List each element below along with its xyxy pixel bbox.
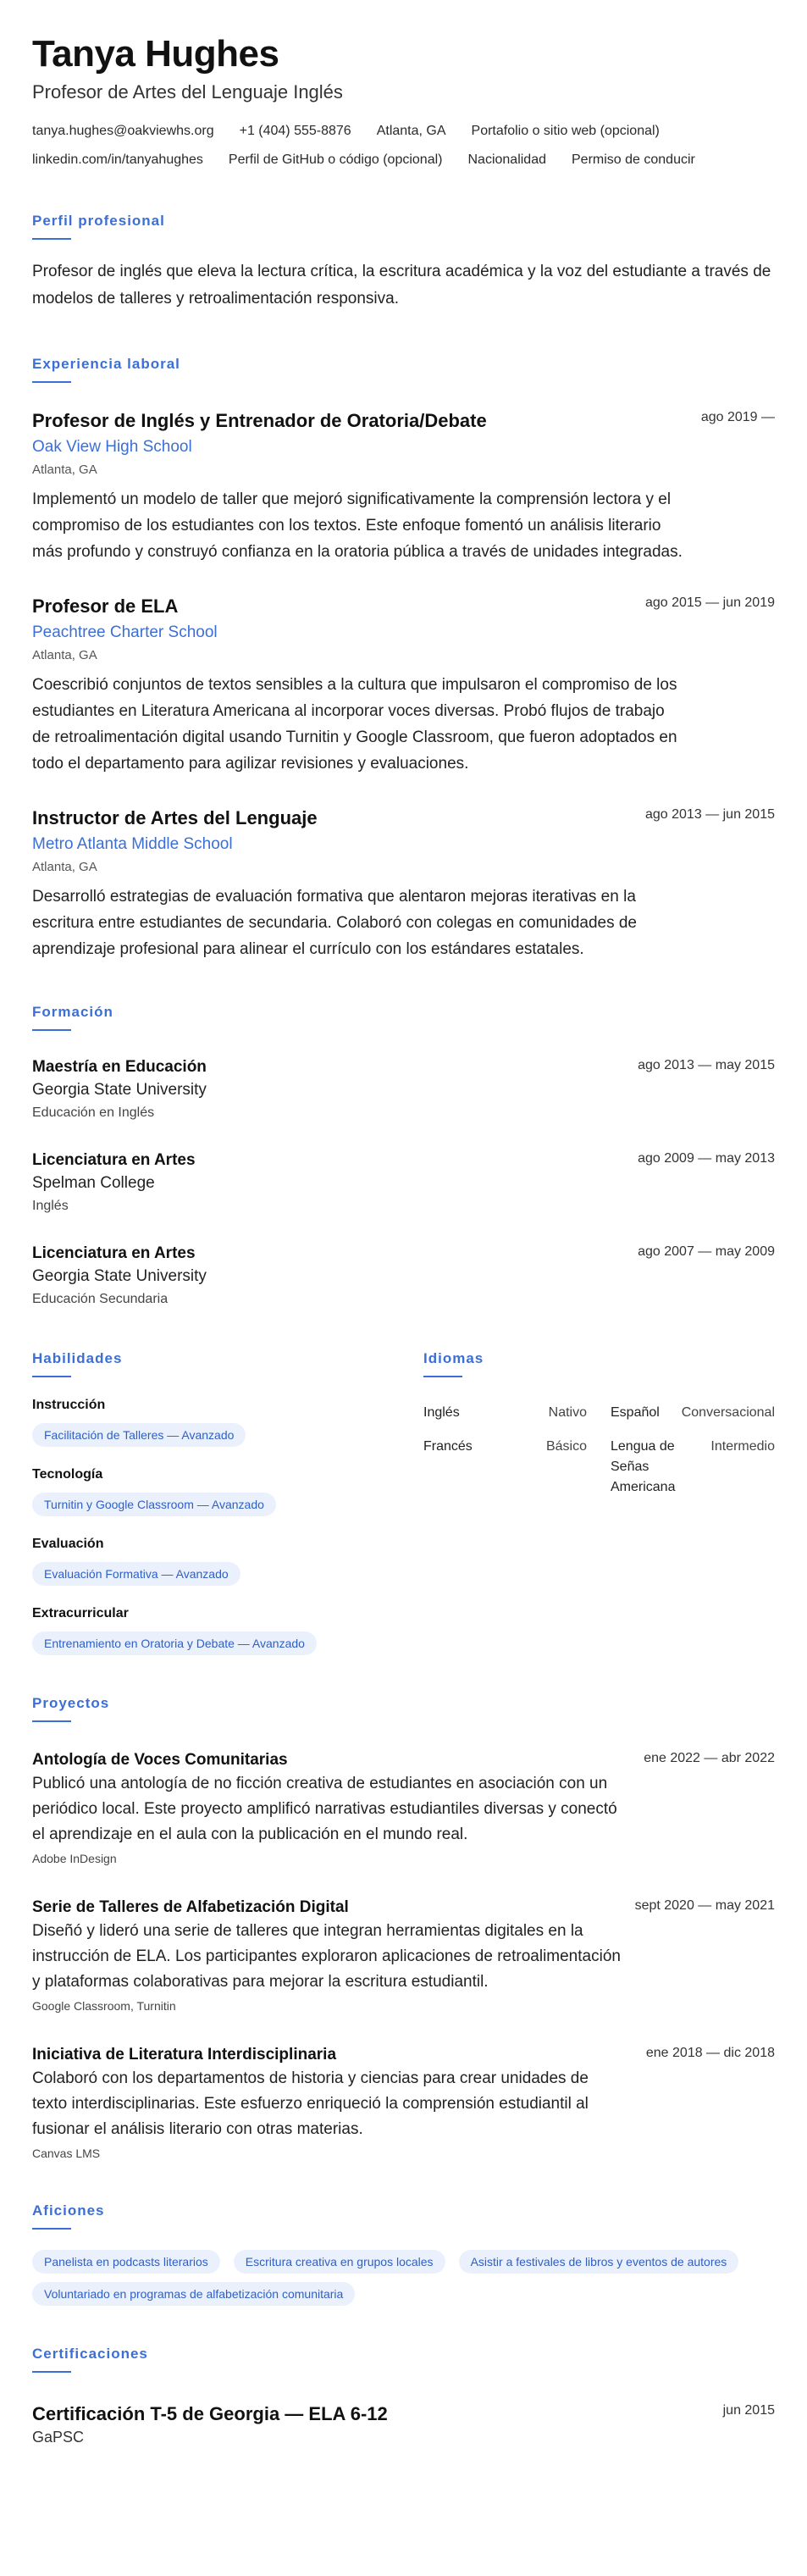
skills-languages-row <box>32 1349 775 1655</box>
skill-category: Extracurricular <box>32 1606 129 1620</box>
experience-company: Peachtree Charter School <box>32 623 218 641</box>
section-title: Aficiones <box>32 2202 105 2219</box>
project-description: Publicó una antología de no ficción creativa de estudiantes en asociación con un periódico local. Este proyecto amplificó narrativas estudiantiles diversas y conectó el aprendizaje en el aula con la publicación en el mundo real. <box>32 1775 617 1843</box>
experience-role: Profesor de ELA <box>32 596 179 617</box>
project-entry <box>32 1897 775 2015</box>
language-name: Español <box>611 1405 660 1420</box>
experience-company: Metro Atlanta Middle School <box>32 835 233 853</box>
section-title: Perfil profesional <box>32 213 165 229</box>
section-title: Certificaciones <box>32 2346 148 2362</box>
contact-email[interactable]: tanya.hughes@oakviewhs.org <box>32 124 214 138</box>
project-dates: ene 2018 — dic 2018 <box>645 2046 775 2060</box>
education-entry <box>32 1056 775 1124</box>
experience-dates: ago 2019 — <box>700 410 775 424</box>
project-name: Antología de Voces Comunitarias <box>32 1751 288 1769</box>
languages-section <box>423 1349 775 1655</box>
education-school: Spelman College <box>32 1174 155 1192</box>
skill-group <box>32 1465 423 1516</box>
education-school: Georgia State University <box>32 1081 207 1099</box>
skill-group <box>32 1396 423 1447</box>
experience-location: Atlanta, GA <box>32 860 97 874</box>
experience-description: Implementó un modelo de taller que mejoró significativamente la comprensión lectora y el compromiso de los estudiantes con los textos. Este enfoque fomentó un análisis literario más profundo y construyó confianza en la oratoria pública a través de unidades integradas. <box>32 490 683 561</box>
project-description: Diseñó y lideró una serie de talleres que integran herramientas digitales en la instrucción de ELA. Los participantes exploraron aplicaciones de retroalimentación y plataformas colaborativas para mejorar la escritura estudiantil. <box>32 1922 621 1991</box>
contact-driving-license: Permiso de conducir <box>572 152 695 167</box>
contact-portfolio[interactable]: Portafolio o sitio web (opcional) <box>471 124 660 138</box>
education-dates: ago 2013 — may 2015 <box>638 1058 775 1072</box>
experience-role: Profesor de Inglés y Entrenador de Oratoria/Debate <box>32 410 487 431</box>
certification-date: jun 2015 <box>722 2403 775 2418</box>
project-tools: Google Classroom, Turnitin <box>32 1999 176 2013</box>
project-tools: Adobe InDesign <box>32 1852 117 1865</box>
certification-issuer: GaPSC <box>32 2429 85 2446</box>
contact-location: Atlanta, GA <box>376 124 446 138</box>
hobby-tag: Escritura creativa en grupos locales <box>234 2250 445 2274</box>
language-name: Francés <box>423 1439 473 1454</box>
project-name: Iniciativa de Literatura Interdisciplinaria <box>32 2046 337 2064</box>
education-entry <box>32 1243 775 1310</box>
project-description: Colaboró con los departamentos de historia y ciencias para crear unidades de texto interdisciplinarias. Este esfuerzo enriqueció la comprensión estudiantil al fusionar el análisis literario con otras materias. <box>32 2069 589 2138</box>
project-entry <box>32 1749 775 1868</box>
language-level: Conversacional <box>681 1405 775 1420</box>
experience-role: Instructor de Artes del Lenguaje <box>32 807 318 828</box>
language-item <box>599 1437 775 1498</box>
languages-list <box>423 1403 775 1498</box>
summary-text: Profesor de inglés que eleva la lectura crítica, la escritura académica y la voz del estudiante a través de modelos de talleres y retroalimentación responsiva. <box>32 263 771 307</box>
certification-entry <box>32 2401 775 2447</box>
section-divider <box>32 1720 71 1722</box>
project-dates: ene 2022 — abr 2022 <box>644 1751 775 1765</box>
certification-name: Certificación T-5 de Georgia — ELA 6-12 <box>32 2403 388 2424</box>
education-field: Educación en Inglés <box>32 1105 155 1120</box>
education-entry <box>32 1150 775 1217</box>
language-level: Básico <box>545 1439 587 1454</box>
language-level: Nativo <box>548 1405 587 1420</box>
contact-github[interactable]: Perfil de GitHub o código (opcional) <box>228 152 443 167</box>
education-field: Inglés <box>32 1199 69 1213</box>
education-degree: Maestría en Educación <box>32 1058 207 1076</box>
hobbies-section <box>32 2202 775 2306</box>
experience-entry <box>32 594 775 777</box>
section-divider <box>32 238 71 240</box>
education-dates: ago 2007 — may 2009 <box>638 1244 775 1259</box>
language-item <box>423 1403 599 1423</box>
section-divider <box>32 1376 71 1377</box>
hobby-tag: Asistir a festivales de libros y eventos de autores <box>459 2250 739 2274</box>
contact-phone[interactable]: +1 (404) 555-8876 <box>239 124 351 138</box>
skill-tag: Entrenamiento en Oratoria y Debate — Avanzado <box>32 1631 317 1655</box>
section-divider <box>32 381 71 383</box>
contact-nationality: Nacionalidad <box>467 152 546 167</box>
project-dates: sept 2020 — may 2021 <box>634 1898 775 1913</box>
skill-category: Evaluación <box>32 1537 104 1551</box>
project-name: Serie de Talleres de Alfabetización Digital <box>32 1898 349 1916</box>
experience-section <box>32 355 775 962</box>
section-title: Formación <box>32 1004 113 1020</box>
section-title: Idiomas <box>423 1350 484 1366</box>
skill-tag: Evaluación Formativa — Avanzado <box>32 1562 240 1586</box>
experience-entry <box>32 408 775 565</box>
experience-company: Oak View High School <box>32 438 192 456</box>
experience-description: Coescribió conjuntos de textos sensibles a la cultura que impulsaron el compromiso de los estudiantes en Literatura Americana al incorporar voces diversas. Probó flujos de trabajo de retroalimentación digital usando Turnitin y Google Classroom, que fueron adoptados en todo el departamento para agilizar revisiones y evaluaciones. <box>32 676 677 773</box>
education-degree: Licenciatura en Artes <box>32 1151 196 1169</box>
education-section <box>32 1003 775 1310</box>
experience-dates: ago 2015 — jun 2019 <box>644 596 775 610</box>
language-item <box>599 1403 775 1423</box>
experience-dates: ago 2013 — jun 2015 <box>644 807 775 822</box>
summary-section <box>32 212 775 313</box>
language-level: Intermedio <box>710 1439 775 1454</box>
resume-header <box>32 32 775 169</box>
person-headline: Profesor de Artes del Lenguaje Inglés <box>32 81 343 102</box>
skill-category: Instrucción <box>32 1398 106 1412</box>
hobby-tag: Voluntariado en programas de alfabetización comunitaria <box>32 2282 355 2306</box>
section-title: Proyectos <box>32 1695 110 1711</box>
language-item <box>423 1437 599 1498</box>
education-field: Educación Secundaria <box>32 1292 169 1306</box>
project-entry <box>32 2044 775 2163</box>
projects-section <box>32 1694 775 2163</box>
contact-linkedin[interactable]: linkedin.com/in/tanyahughes <box>32 152 203 167</box>
hobby-tag: Panelista en podcasts literarios <box>32 2250 220 2274</box>
skill-group <box>32 1604 423 1655</box>
skill-group <box>32 1535 423 1586</box>
education-degree: Licenciatura en Artes <box>32 1244 196 1262</box>
section-divider <box>423 1376 462 1377</box>
person-name: Tanya Hughes <box>32 33 279 75</box>
section-divider <box>32 2228 71 2230</box>
contact-info <box>32 122 775 169</box>
section-divider <box>32 1029 71 1031</box>
certifications-section <box>32 2345 775 2447</box>
education-dates: ago 2009 — may 2013 <box>638 1151 775 1166</box>
skill-category: Tecnología <box>32 1467 103 1482</box>
skill-tag: Turnitin y Google Classroom — Avanzado <box>32 1493 276 1516</box>
experience-entry <box>32 806 775 962</box>
project-tools: Canvas LMS <box>32 2147 101 2160</box>
experience-location: Atlanta, GA <box>32 463 97 477</box>
experience-location: Atlanta, GA <box>32 648 97 662</box>
education-school: Georgia State University <box>32 1267 207 1285</box>
skill-tag: Facilitación de Talleres — Avanzado <box>32 1423 246 1447</box>
hobbies-list <box>32 2250 775 2306</box>
experience-description: Desarrolló estrategias de evaluación formativa que alentaron mejoras iterativas en la escritura entre estudiantes de secundaria. Colaboró con colegas en comunidades de aprendizaje profesional para alinear el currículo con los estándares estatales. <box>32 888 638 958</box>
section-title: Experiencia laboral <box>32 356 180 372</box>
skills-section <box>32 1349 423 1655</box>
section-divider <box>32 2371 71 2373</box>
language-name: Lengua de Señas Americana <box>611 1439 676 1494</box>
language-name: Inglés <box>423 1405 460 1420</box>
section-title: Habilidades <box>32 1350 123 1366</box>
